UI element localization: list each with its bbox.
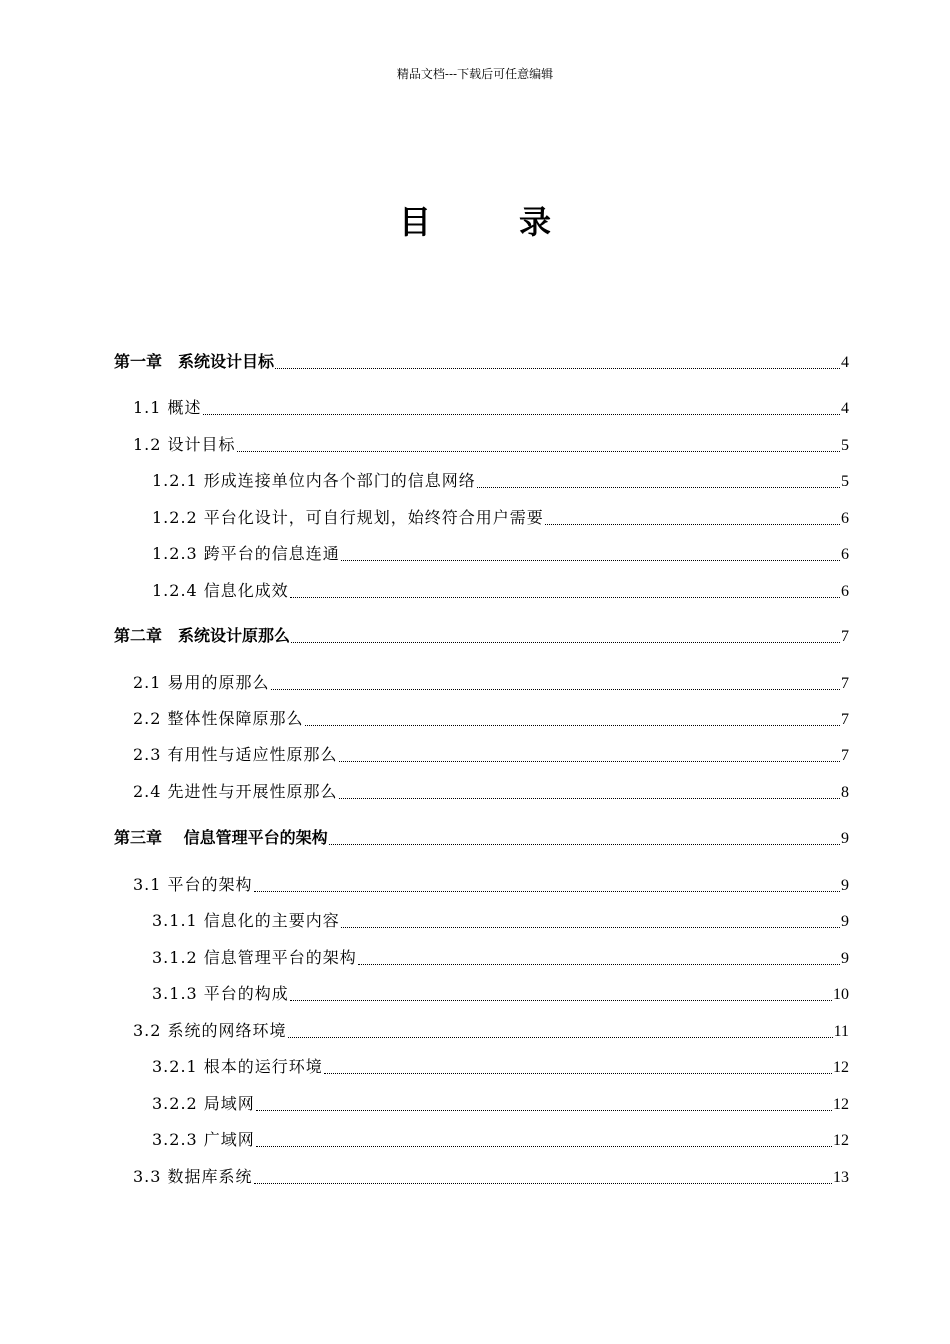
toc-entry-label: 第一章 系统设计目标 [114,352,275,371]
toc-entry-label: 第三章 信息管理平台的架构 [114,828,328,847]
toc-entry-page-number: 8 [841,784,849,801]
toc-entry-page-number: 7 [841,711,849,728]
title-right-char: 录 [519,203,552,241]
toc-dot-leader [339,761,840,762]
toc-entry-page-number: 7 [841,747,849,764]
toc-entry-page-number: 4 [841,354,849,371]
toc-entry[interactable] [133,434,849,457]
toc-entry-page-number: 9 [841,830,849,847]
toc-entry-page-number: 12 [833,1096,849,1113]
toc-dot-leader [305,725,840,726]
toc-entry[interactable] [152,507,849,530]
toc-dot-leader [329,844,840,845]
toc-entry-page-number: 10 [833,986,849,1003]
toc-entry[interactable] [152,947,849,970]
toc-entry-label: 3.2.2 局域网 [152,1094,255,1113]
toc-entry[interactable] [133,672,849,695]
toc-entry-label: 3.2.3 广域网 [152,1130,255,1149]
toc-entry[interactable] [114,625,849,648]
toc-dot-leader [545,524,840,525]
toc-entry-page-number: 11 [833,1023,849,1040]
toc-entry-page-number: 6 [841,546,849,563]
toc-dot-leader [341,927,840,928]
toc-entry-label: 3.3 数据库系统 [133,1167,253,1186]
toc-entry-page-number: 9 [841,877,849,894]
toc-entry[interactable] [114,827,849,850]
toc-dot-leader [271,689,840,690]
toc-dot-leader [254,1183,832,1184]
toc-entry[interactable] [152,470,849,493]
toc-dot-leader [256,1146,832,1147]
toc-dot-leader [341,560,840,561]
toc-entry-page-number: 12 [833,1059,849,1076]
toc-entry[interactable] [133,1166,849,1189]
toc-entry-label: 2.3 有用性与适应性原那么 [133,745,338,764]
toc-entry-page-number: 13 [833,1169,849,1186]
toc-dot-leader [275,368,840,369]
toc-dot-leader [290,1000,832,1001]
toc-entry-label: 第二章 系统设计原那么 [114,626,291,645]
toc-entry-label: 1.2.4 信息化成效 [152,581,289,600]
toc-dot-leader [290,597,840,598]
toc-dot-leader [324,1073,832,1074]
toc-entry[interactable] [133,1020,849,1043]
toc-entry[interactable] [152,910,849,933]
toc-dot-leader [291,642,840,643]
toc-entry-page-number: 6 [841,583,849,600]
toc-entry-label: 1.2.3 跨平台的信息连通 [152,544,340,563]
toc-entry-label: 2.1 易用的原那么 [133,673,270,692]
toc-entry-page-number: 9 [841,950,849,967]
toc-entry[interactable] [114,351,849,374]
toc-dot-leader [203,414,840,415]
toc-dot-leader [358,964,840,965]
toc-entry-label: 1.2.2 平台化设计，可自行规划，始终符合用户需要 [152,508,544,527]
toc-entry-label: 1.1 概述 [133,398,202,417]
toc-dot-leader [339,798,840,799]
toc-dot-leader [256,1110,832,1111]
toc-entry-label: 1.2.1 形成连接单位内各个部门的信息网络 [152,471,476,490]
toc-entry-page-number: 7 [841,675,849,692]
toc-entry[interactable] [133,397,849,420]
toc-entry-page-number: 12 [833,1132,849,1149]
toc-entry-label: 2.2 整体性保障原那么 [133,709,304,728]
toc-entry-label: 3.1.3 平台的构成 [152,984,289,1003]
toc-entry-label: 3.2 系统的网络环境 [133,1021,287,1040]
toc-entry[interactable] [152,1093,849,1116]
toc-entry[interactable] [152,543,849,566]
toc-entry-label: 2.4 先进性与开展性原那么 [133,782,338,801]
toc-entry-page-number: 5 [841,437,849,454]
toc-entry[interactable] [152,1056,849,1079]
toc-entry-page-number: 9 [841,913,849,930]
toc-entry[interactable] [133,744,849,767]
toc-entry-page-number: 6 [841,510,849,527]
toc-entry-page-number: 4 [841,400,849,417]
toc-entry[interactable] [152,580,849,603]
toc-entry-label: 3.2.1 根本的运行环境 [152,1057,323,1076]
title-left-char: 目 [398,203,431,241]
toc-entry-page-number: 7 [841,628,849,645]
toc-entry-page-number: 5 [841,473,849,490]
toc-dot-leader [254,891,840,892]
toc-entry[interactable] [133,708,849,731]
toc-entry-label: 3.1.2 信息管理平台的架构 [152,948,357,967]
toc-entry[interactable] [152,1129,849,1152]
toc-entry[interactable] [133,874,849,897]
toc-dot-leader [237,451,840,452]
toc-entry-label: 3.1 平台的架构 [133,875,253,894]
toc-entry-label: 1.2 设计目标 [133,435,236,454]
toc-dot-leader [477,487,840,488]
toc-entry-label: 3.1.1 信息化的主要内容 [152,911,340,930]
page-header: 精品文档---下载后可任意编辑 [396,67,554,81]
toc-dot-leader [288,1037,833,1038]
toc-entry[interactable] [133,781,849,804]
toc-entry[interactable] [152,983,849,1006]
